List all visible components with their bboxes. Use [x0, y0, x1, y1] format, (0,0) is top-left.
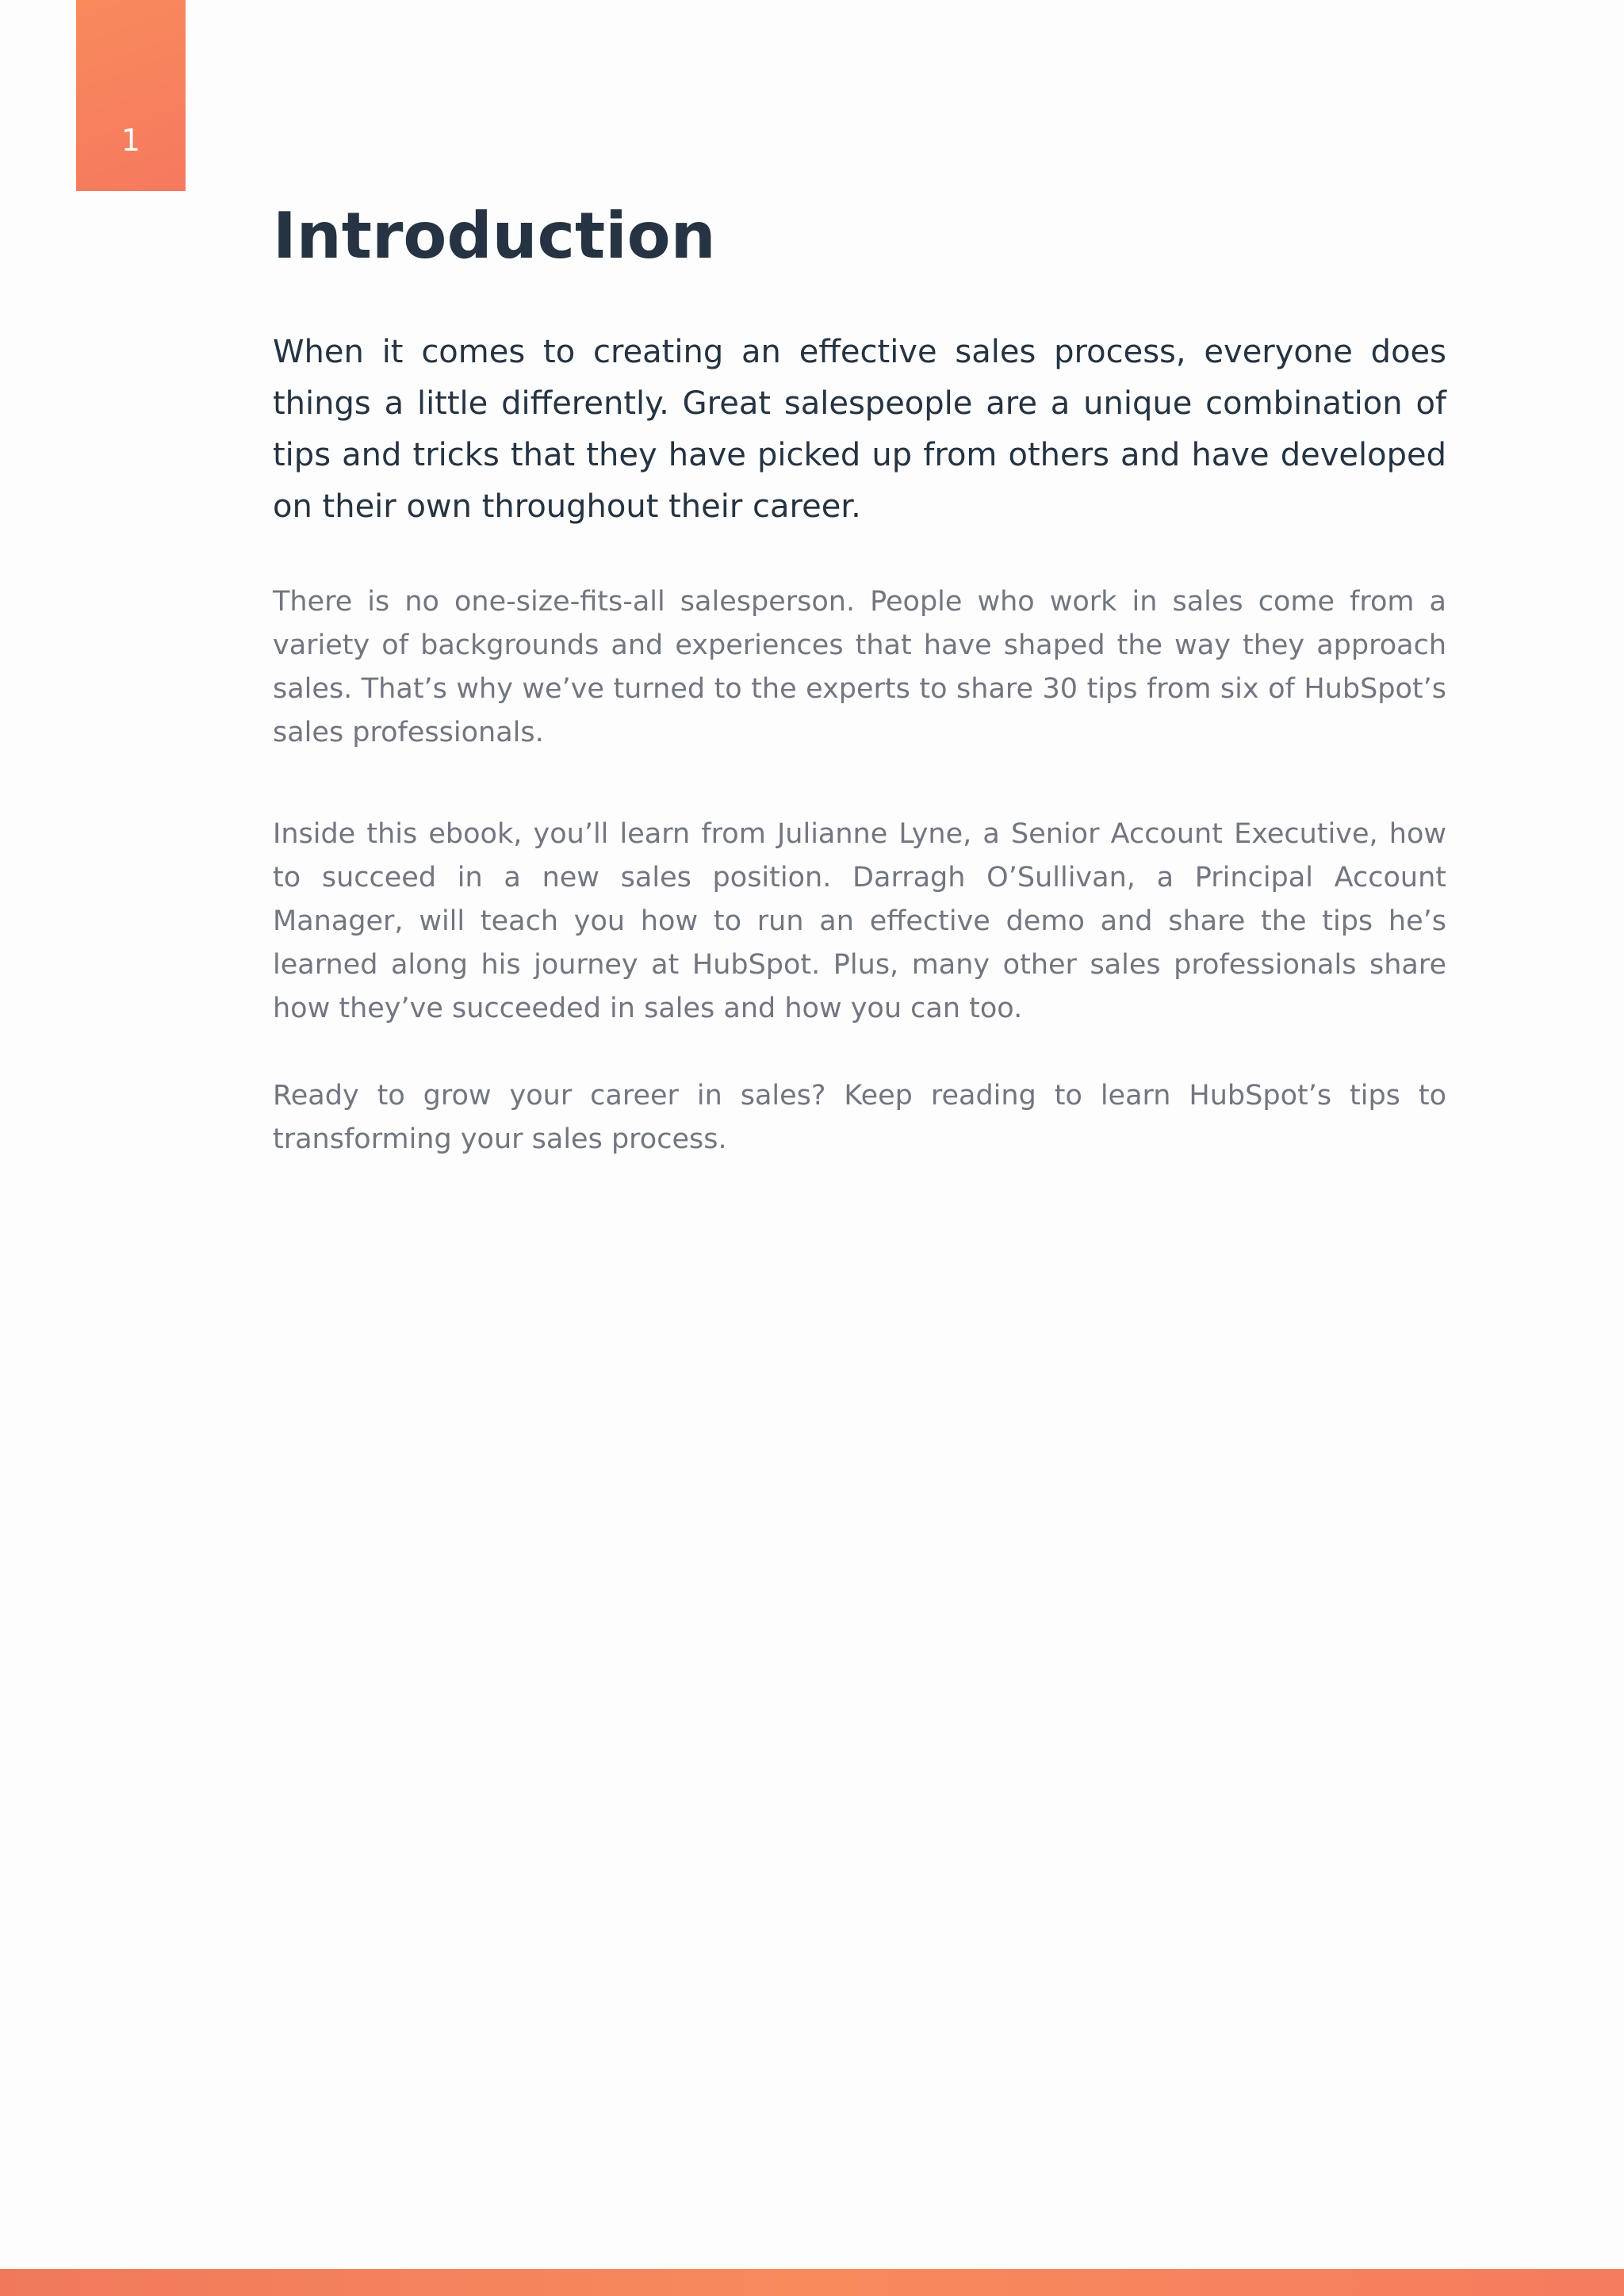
page-number-tab — [76, 0, 186, 191]
body-paragraph: Ready to grow your career in sales? Keep reading to learn HubSpot’s tips to transforming your sales process. — [273, 1080, 1446, 1155]
footer-accent-bar — [0, 2269, 1624, 2296]
main-content — [273, 198, 1446, 1161]
lead-paragraph: When it comes to creating an effective sales process, everyone does things a little differently. Great salespeople are a unique combination of tips and tricks that they have picked up from others and have developed on their own throughout their career. — [273, 334, 1446, 525]
page-title: Introduction — [273, 199, 716, 273]
page-number: 1 — [121, 123, 141, 158]
body-paragraph: There is no one-size-fits-all salesperson. People who work in sales come from a variety of backgrounds and experiences that have shaped the way they approach sales. That’s why we’ve turned to the experts to share 30 tips from six of HubSpot’s sales professionals. — [273, 586, 1446, 748]
body-paragraph: Inside this ebook, you’ll learn from Julianne Lyne, a Senior Account Executive, how to succeed in a new sales position. Darragh O’Sullivan, a Principal Account Manager, will teach you how to run an effective demo and share the tips he’s learned along his journey at HubSpot. Plus, many other sales professionals share how they’ve succeeded in sales and how you can too. — [273, 818, 1446, 1024]
